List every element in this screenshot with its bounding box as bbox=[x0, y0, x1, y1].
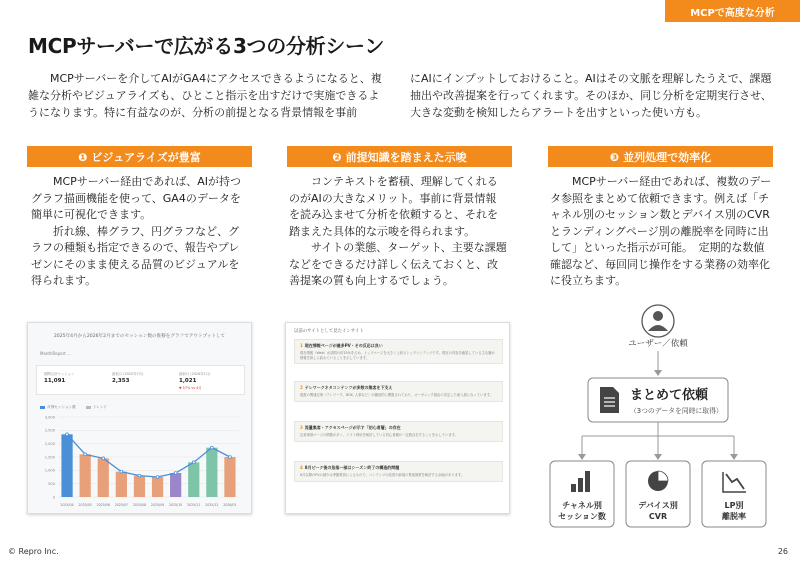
arrow-down-icon bbox=[578, 454, 586, 460]
user-label: ユーザー／依頼 bbox=[628, 339, 688, 349]
intro-text-left: MCPサーバーを介してAIがGA4にアクセスできるようになると、複雑な分析やビジュアライズも、ひとこと指示を出すだけで実施できるようになります。特に有益なのが、分析の前提となる背景情報を事前 bbox=[28, 72, 382, 119]
legend-item: 月別セッション数 bbox=[40, 405, 76, 410]
x-tick-label: 2025/10 bbox=[169, 503, 183, 507]
result-label: セッション数 bbox=[558, 512, 606, 521]
x-tick-label: 2025/07 bbox=[114, 503, 128, 507]
column-paragraph: コンテキストを蓄積、理解してくれるのがAIの大きなメリット。事前に背景情報を読み込ませて分析を依頼すると、それを踏まえた具体的な示唆を得られます。 bbox=[289, 175, 498, 238]
y-tick-label: 1,000 bbox=[44, 468, 55, 473]
column-paragraph: MCPサーバー経由であれば、AIが持つグラフ描画機能を使って、GA4のデータを簡単に可視化できます。 bbox=[31, 175, 242, 221]
kpi-delta: ▼ 57% vs 4月 bbox=[179, 386, 202, 390]
report-name: MonthReport ... bbox=[40, 351, 71, 356]
page-number: 26 bbox=[777, 547, 788, 556]
chart-bar bbox=[80, 454, 91, 497]
chart-bar bbox=[152, 477, 163, 497]
page-title: MCPサーバーで広がる3つの分析シーン bbox=[28, 34, 385, 58]
column-paragraph: MCPサーバー経由であれば、複数のデータ参照をまとめて依頼できます。例えば「チャネル別のセッション数とデバイス別のCVRとランディングページ別の離脱率を同時に出して」といった指示が可能。 定期的な数値確認など、毎回同じ操作をする業務の効率化に役立ちます。 bbox=[550, 175, 772, 287]
column-heading-visualize: ❶ ビジュアライズが豊富 bbox=[27, 146, 252, 167]
insight-card: 1 現在情報ページが最多PV・その反応は良い 現在情報（Web）が訪問の約15%を占め、トップページを大きく上回るトップコンテンツです。現在の内容を確認している主な層が情報を探しに訪れていることを示しています。 bbox=[294, 339, 503, 364]
copyright: © Repro Inc. bbox=[8, 547, 59, 556]
chart-bar bbox=[134, 476, 145, 497]
x-tick-label: 2025/04 bbox=[60, 503, 74, 507]
chart-report-screenshot bbox=[27, 322, 252, 514]
trend-point bbox=[84, 453, 87, 456]
y-tick-label: 500 bbox=[48, 481, 55, 486]
insight-card: 3 流量集客・アクセスページが示す「初心者層」の存在 注意事項ページの閲覧が多く、ソフト利用を検討している初心者層が一定数存在することを示しています。 bbox=[294, 421, 503, 442]
report-prompt: 2025年4月から2026年2月までのセッション数の推移をグラフでアウトプットして bbox=[53, 334, 226, 339]
x-tick-label: 2025/08 bbox=[132, 503, 147, 507]
arrow-down-icon bbox=[730, 454, 738, 460]
chart-bar bbox=[61, 434, 72, 497]
insights-screenshot bbox=[285, 322, 510, 514]
trend-point bbox=[102, 457, 105, 460]
x-tick-label: 2025/09 bbox=[150, 503, 165, 507]
x-tick-label: 2025/11 bbox=[187, 503, 201, 507]
column-paragraph: 折れ線、棒グラフ、円グラフなど、グラフの種類も指定できるので、報告やプレゼンにそのまま使える品質のビジュアルを得られます。 bbox=[31, 224, 240, 287]
document-icon bbox=[600, 387, 619, 413]
result-label: チャネル別 bbox=[562, 501, 602, 510]
trend-line bbox=[67, 434, 230, 477]
insight-card: 4 8月ピーク後の急落一部はシーズン終了の構造的問題 8月以降のPVの減少は季節要因によるもので、コンテンツの改善や新規の集客施策を検討する余地があります。 bbox=[294, 461, 503, 482]
kpi-label: 最低月 (2025年7月) bbox=[112, 372, 144, 376]
column-body-parallel bbox=[550, 174, 774, 290]
pie-chart-icon bbox=[648, 471, 668, 491]
x-tick-label: 2026/01 bbox=[223, 503, 237, 507]
chart-bar bbox=[170, 473, 181, 497]
chart-bar bbox=[206, 448, 217, 497]
result-label: CVR bbox=[648, 512, 668, 521]
y-tick-label: 2,500 bbox=[44, 428, 55, 433]
kpi-panel bbox=[36, 365, 245, 395]
kpi-value: 1,021 bbox=[179, 378, 197, 384]
legend-item: トレンド bbox=[86, 405, 107, 410]
y-tick-label: 2,000 bbox=[44, 441, 55, 446]
main-request-label: まとめて依頼 bbox=[630, 388, 709, 403]
x-tick-label: 2025/05 bbox=[78, 503, 92, 507]
section-tag: MCPで高度な分析 bbox=[665, 0, 800, 22]
chart-bar bbox=[224, 457, 235, 497]
chart-bar bbox=[98, 458, 109, 497]
chart-bar bbox=[116, 472, 127, 497]
kpi-latest bbox=[179, 371, 210, 390]
trend-point bbox=[192, 461, 195, 464]
trend-point bbox=[156, 476, 159, 479]
y-tick-label: 1,500 bbox=[44, 455, 55, 460]
trend-point bbox=[66, 433, 69, 436]
column-heading-parallel: ❸ 並列処理で効率化 bbox=[548, 146, 773, 167]
result-label: LP別 bbox=[724, 501, 744, 510]
intro-text-right: にAIにインプットしておけること。AIはその文脈を理解したうえで、課題抽出や改善提案を行ってくれます。そのほか、同じ分析を定期実行させ、大きな変動を検知したらアラートを出すといった使い方も。 bbox=[410, 72, 772, 119]
chart-legend bbox=[40, 405, 107, 410]
trend-point bbox=[138, 474, 141, 477]
sessions-bar-chart bbox=[36, 413, 245, 509]
y-tick-label: 0 bbox=[52, 495, 55, 500]
insight-card: 2 テレワークネタコンテンツが多数の集客を下支え 複数の関連記事（テレワーク、BOX, 人事など）が継続的に閲覧されており、オーガニック経由の安定した流入源になっています。 bbox=[294, 381, 503, 402]
arrow-down-icon bbox=[654, 454, 662, 460]
kpi-min bbox=[112, 371, 143, 384]
parallel-request-diagram bbox=[538, 296, 778, 536]
column-body-context bbox=[289, 174, 507, 290]
kpi-label: 最新月 (2026年1月) bbox=[179, 372, 211, 376]
trend-point bbox=[210, 446, 213, 449]
insights-heading: 以前のサイトとして見たインサイト bbox=[294, 329, 364, 334]
trend-point bbox=[229, 456, 232, 459]
arrow-down-icon bbox=[654, 370, 662, 376]
trend-point bbox=[174, 472, 177, 475]
result-label: デバイス別 bbox=[638, 501, 678, 510]
x-tick-label: 2025/06 bbox=[96, 503, 110, 507]
kpi-value: 11,091 bbox=[44, 378, 66, 384]
column-paragraph: サイトの業態、ターゲット、主要な課題などをできるだけ詳しく伝えておくと、改善提案の質も向上するでしょう。 bbox=[289, 241, 507, 287]
column-body-visualize bbox=[31, 174, 249, 290]
kpi-value: 2,353 bbox=[112, 378, 130, 384]
main-request-sub: （3つのデータを同時に取得） bbox=[630, 407, 723, 415]
x-tick-label: 2025/12 bbox=[205, 503, 219, 507]
trend-point bbox=[120, 470, 123, 473]
kpi-total bbox=[44, 371, 74, 384]
kpi-label: 期間合計セッション bbox=[44, 372, 75, 376]
column-heading-context: ❷ 前提知識を踏まえた示唆 bbox=[287, 146, 512, 167]
result-label: 離脱率 bbox=[722, 512, 746, 521]
y-tick-label: 3,000 bbox=[44, 415, 55, 420]
user-icon bbox=[642, 305, 674, 337]
chart-bar bbox=[188, 462, 199, 497]
